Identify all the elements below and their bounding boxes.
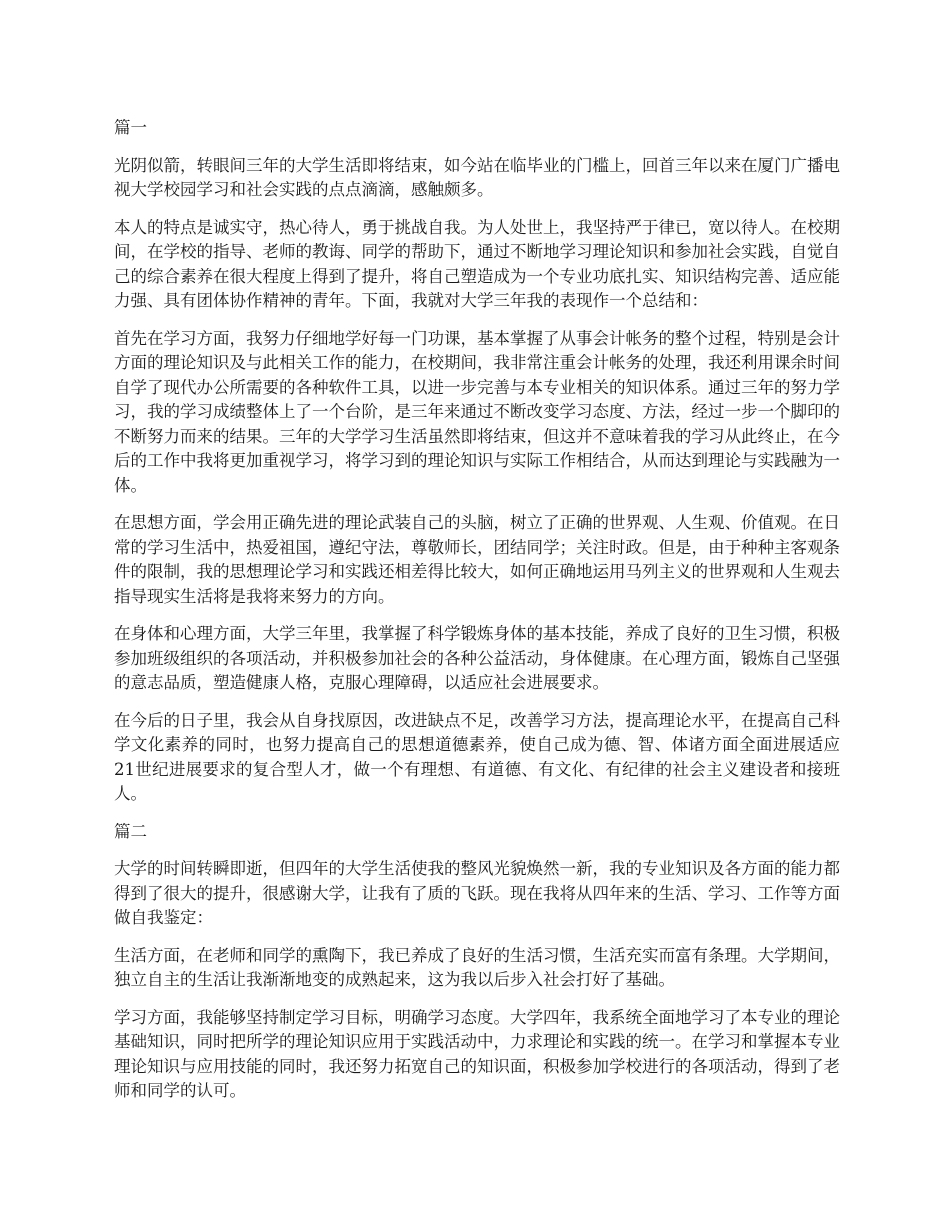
paragraph: 大学的时间转瞬即逝，但四年的大学生活使我的整风光貌焕然一新，我的专业知识及各方面的能力都得到了很大的提升，很感谢大学，让我有了质的飞跃。现在我将从四年来的生活、学习、工作等方面做自我鉴定： [114, 859, 840, 927]
paragraph: 本人的特点是诚实守，热心待人，勇于挑战自我。为人处世上，我坚持严于律已，宽以待人。在校期间，在学校的指导、老师的教诲、同学的帮助下，通过不断地学习理论知识和参加社会实践，自觉自己的综合素养在很大程度上得到了提升，将自己塑造成为一个专业功底扎实、知识结构完善、适应能力强、具有团体协作精神的青年。下面，我就对大学三年我的表现作一个总结和： [114, 217, 840, 310]
paragraph: 生活方面，在老师和同学的熏陶下，我已养成了良好的生活习惯，生活充实而富有条理。大学期间，独立自主的生活让我渐渐地变的成熟起来，这为我以后步入社会打好了基础。 [114, 945, 840, 989]
paragraph: 在身体和心理方面，大学三年里，我掌握了科学锻炼身体的基本技能，养成了良好的卫生习惯，积极参加班级组织的各项活动，并积极参加社会的各种公益活动，身体健康。在心理方面，锻炼自己坚强的意志品质，塑造健康人格，克服心理障碍，以适应社会进展要求。 [114, 624, 840, 692]
paragraph: 在思想方面，学会用正确先进的理论武装自己的头脑，树立了正确的世界观、人生观、价值观。在日常的学习生活中，热爱祖国，遵纪守法，尊敬师长，团结同学；关注时政。但是，由于种种主客观条件的限制，我的思想理论学习和实践还相差得比较大，如何正确地运用马列主义的世界观和人生观去指导现实生活将是我将来努力的方向。 [114, 513, 840, 606]
paragraph: 首先在学习方面，我努力仔细地学好每一门功课，基本掌握了从事会计帐务的整个过程，特别是会计方面的理论知识及与此相关工作的能力，在校期间，我非常注重会计帐务的处理，我还利用课余时间自学了现代办公所需要的各种软件工具，以进一步完善与本专业相关的知识体系。通过三年的努力学习，我的学习成绩整体上了一个台阶，是三年来通过不断改变学习态度、方法，经过一步一个脚印的不断努力而来的结果。三年的大学学习生活虽然即将结束，但这并不意味着我的学习从此终止，在今后的工作中我将更加重视学习，将学习到的理论知识与实际工作相结合，从而达到理论与实践融为一体。 [114, 328, 840, 495]
section-heading: 篇一 [114, 118, 147, 137]
paragraph: 在今后的日子里，我会从自身找原因，改进缺点不足，改善学习方法，提高理论水平，在提高自己科学文化素养的同时，也努力提高自己的思想道德素养，使自己成为德、智、体诸方面全面进展适应21世纪进展要求的复合型人才，做一个有理想、有道德、有文化、有纪律的社会主义建设者和接班人。 [114, 710, 840, 803]
section-heading: 篇二 [114, 821, 147, 841]
paragraph: 学习方面，我能够坚持制定学习目标，明确学习态度。大学四年，我系统全面地学习了本专业的理论基础知识，同时把所学的理论知识应用于实践活动中，力求理论和实践的统一。在学习和掌握本专业理论知识与应用技能的同时，我还努力拓宽自己的知识面，积极参加学校进行的各项活动，得到了老师和同学的认可。 [114, 1007, 840, 1100]
paragraph: 光阴似箭，转眼间三年的大学生活即将结束，如今站在临毕业的门槛上，回首三年以来在厦门广播电视大学校园学习和社会实践的点点滴滴，感触颇多。 [114, 155, 840, 199]
document-page [114, 116, 840, 1117]
